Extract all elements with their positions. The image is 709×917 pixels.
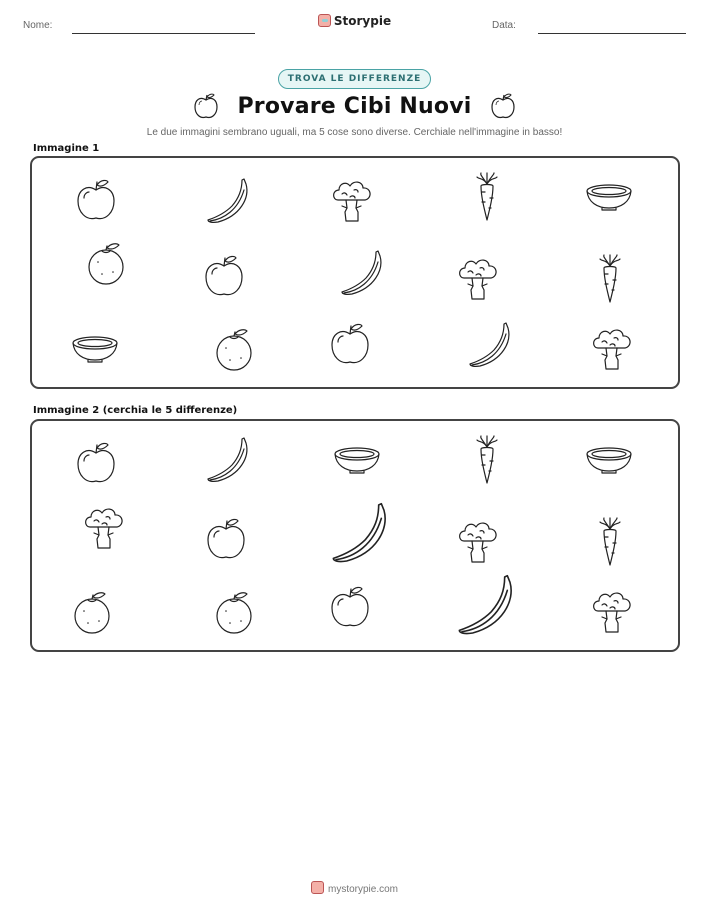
bowl-icon[interactable] <box>584 445 634 475</box>
bowl-icon <box>70 334 120 364</box>
apple-icon[interactable] <box>206 517 246 561</box>
activity-tag: TROVA LE DIFFERENZE <box>278 69 432 89</box>
image-panel-2[interactable] <box>30 419 680 652</box>
storypie-mascot-icon <box>311 881 324 894</box>
orange-icon <box>86 242 126 286</box>
panel2-label: Immagine 2 (cerchia le 5 differenze) <box>33 405 238 416</box>
panel1-label: Immagine 1 <box>33 143 100 154</box>
broccoli-icon <box>456 256 500 302</box>
name-line[interactable] <box>72 33 255 34</box>
apple-icon <box>193 92 219 120</box>
date-line[interactable] <box>538 33 686 34</box>
broccoli-icon[interactable] <box>82 505 126 551</box>
banana-icon <box>204 176 252 226</box>
apple-icon[interactable] <box>76 441 116 485</box>
orange-icon[interactable] <box>214 591 254 635</box>
broccoli-icon[interactable] <box>456 519 500 565</box>
apple-icon <box>330 322 370 366</box>
apple-icon <box>76 178 116 222</box>
carrot-icon <box>472 172 502 222</box>
apple-icon <box>204 254 244 298</box>
page-title: Provare Cibi Nuovi <box>237 93 472 119</box>
bowl-icon[interactable] <box>332 445 382 475</box>
brand-name: Storypie <box>333 14 392 28</box>
carrot-icon[interactable] <box>595 517 625 567</box>
instructions: Le due immagini sembrano uguali, ma 5 cose sono diverse. Cerchiale nell'immagine in basso! <box>146 127 563 138</box>
broccoli-icon[interactable] <box>590 589 634 635</box>
carrot-icon[interactable] <box>472 435 502 485</box>
date-label: Data: <box>492 20 516 31</box>
image-panel-1 <box>30 156 680 389</box>
banana-icon <box>338 248 386 298</box>
banana-icon <box>466 320 514 370</box>
banana-icon[interactable] <box>454 571 518 639</box>
bowl-icon <box>584 182 634 212</box>
footer <box>0 881 709 895</box>
brand-logo <box>0 14 709 28</box>
banana-icon[interactable] <box>328 499 392 567</box>
name-label: Nome: <box>23 20 53 31</box>
storypie-mascot-icon <box>318 14 331 27</box>
apple-icon <box>490 92 516 120</box>
orange-icon[interactable] <box>72 591 112 635</box>
broccoli-icon <box>330 178 374 224</box>
carrot-icon <box>595 254 625 304</box>
orange-icon <box>214 328 254 372</box>
banana-icon[interactable] <box>204 435 252 485</box>
broccoli-icon <box>590 326 634 372</box>
apple-icon[interactable] <box>330 585 370 629</box>
footer-url[interactable]: mystorypie.com <box>327 884 398 895</box>
